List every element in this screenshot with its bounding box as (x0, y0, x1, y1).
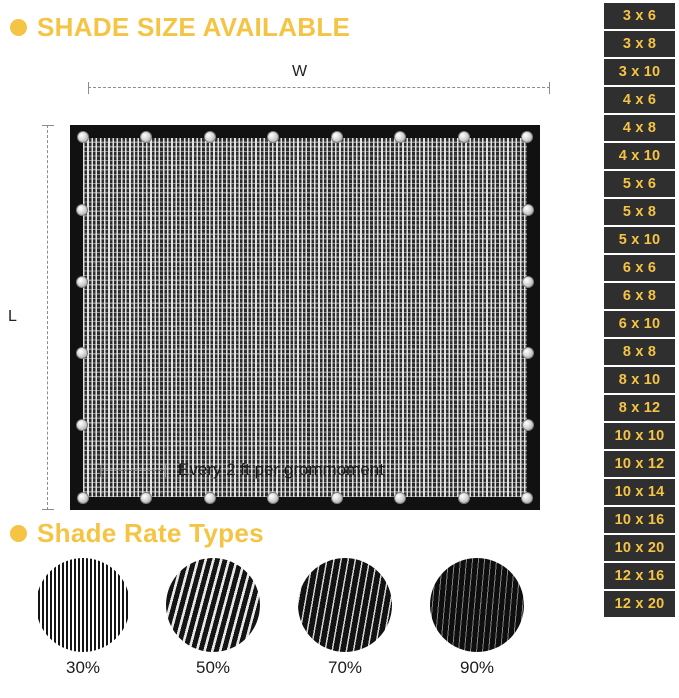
grommet-icon (76, 204, 88, 216)
shade-rate-swatch-label: 50% (195, 658, 231, 677)
tarp-diagram (0, 55, 600, 505)
length-dimension-label: L (8, 308, 17, 325)
size-option-chip[interactable]: 5 x 6 (604, 171, 675, 197)
grommet-icon (394, 492, 406, 504)
shade-rate-swatch-circle (430, 558, 524, 652)
shade-rate-swatch-label: 90% (459, 658, 495, 677)
size-option-chip[interactable]: 5 x 8 (604, 199, 675, 225)
size-option-chip[interactable]: 3 x 6 (604, 3, 675, 29)
grommet-spacing-measure-line (100, 470, 166, 471)
shade-rate-swatch (158, 558, 268, 678)
size-option-chip[interactable]: 12 x 16 (604, 563, 675, 589)
grommet-icon (140, 492, 152, 504)
size-option-chip[interactable]: 8 x 8 (604, 339, 675, 365)
size-option-chip[interactable]: 4 x 10 (604, 143, 675, 169)
size-option-chip[interactable]: 10 x 16 (604, 507, 675, 533)
shade-rate-section-header (10, 518, 264, 549)
size-option-chip[interactable]: 3 x 8 (604, 31, 675, 57)
size-option-chip[interactable]: 8 x 10 (604, 367, 675, 393)
shade-rate-title: Shade Rate Types (37, 518, 264, 548)
size-option-chip[interactable]: 12 x 20 (604, 591, 675, 617)
grommet-spacing-label: Every 2 ft per grommoment (178, 460, 384, 479)
shade-rate-swatch (28, 558, 138, 678)
length-dimension-line (47, 125, 48, 510)
bullet-dot-icon (10, 525, 27, 542)
grommet-icon (522, 419, 534, 431)
shade-rate-swatch-list (18, 558, 578, 690)
width-dimension-label: W (292, 63, 308, 80)
bullet-dot-icon (10, 19, 27, 36)
size-option-chip[interactable]: 10 x 20 (604, 535, 675, 561)
shade-rate-swatch-circle (36, 558, 130, 652)
size-option-chip[interactable]: 10 x 10 (604, 423, 675, 449)
size-option-chip[interactable]: 6 x 8 (604, 283, 675, 309)
grommet-icon (77, 492, 89, 504)
shade-rate-swatch-circle (166, 558, 260, 652)
grommet-icon (204, 492, 216, 504)
size-options-list (600, 0, 679, 698)
size-option-chip[interactable]: 5 x 10 (604, 227, 675, 253)
size-option-chip[interactable]: 8 x 12 (604, 395, 675, 421)
shade-rate-swatch-label: 30% (65, 658, 101, 677)
grommet-icon (458, 492, 470, 504)
grommet-icon (522, 204, 534, 216)
size-option-chip[interactable]: 3 x 10 (604, 59, 675, 85)
grommet-spacing-caption (100, 460, 384, 480)
shade-rate-swatch (422, 558, 532, 678)
width-dimension-line (88, 87, 550, 88)
shade-rate-swatch-circle (298, 558, 392, 652)
shade-rate-swatch (290, 558, 400, 678)
grommet-icon (521, 492, 533, 504)
tarp-graphic (70, 125, 540, 510)
size-option-chip[interactable]: 6 x 10 (604, 311, 675, 337)
mesh-fabric-texture (83, 138, 527, 497)
grommet-icon (204, 131, 216, 143)
grommet-icon (522, 276, 534, 288)
grommet-icon (77, 131, 89, 143)
size-option-chip[interactable]: 4 x 8 (604, 115, 675, 141)
size-option-chip[interactable]: 10 x 12 (604, 451, 675, 477)
grommet-icon (331, 131, 343, 143)
grommet-icon (267, 492, 279, 504)
shade-size-section-header (10, 12, 350, 43)
size-option-chip[interactable]: 4 x 6 (604, 87, 675, 113)
grommet-icon (331, 492, 343, 504)
size-option-chip[interactable]: 10 x 14 (604, 479, 675, 505)
grommet-icon (521, 131, 533, 143)
size-option-chip[interactable]: 6 x 6 (604, 255, 675, 281)
grommet-icon (458, 131, 470, 143)
page-title: SHADE SIZE AVAILABLE (37, 12, 351, 42)
shade-rate-swatch-label: 70% (327, 658, 363, 677)
grommet-icon (76, 276, 88, 288)
grommet-icon (522, 347, 534, 359)
